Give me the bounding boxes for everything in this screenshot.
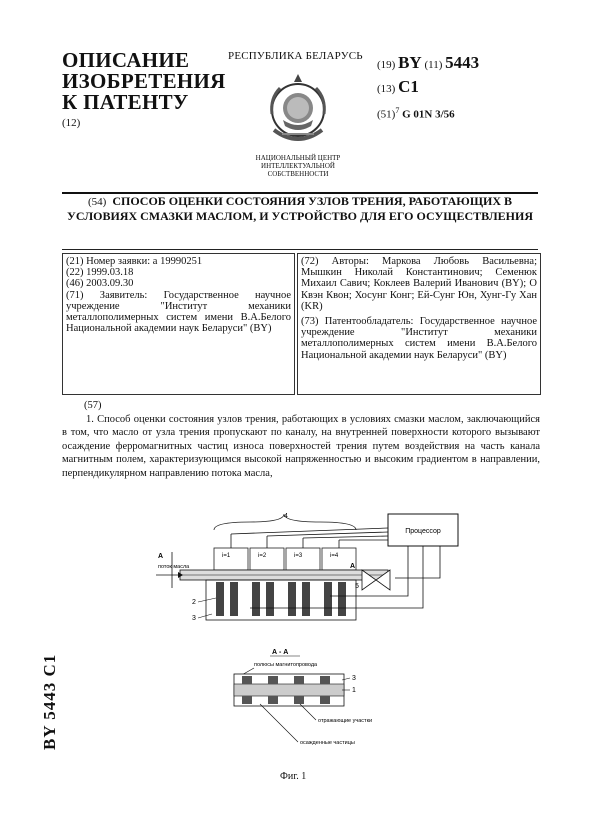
- kind-code: C1: [398, 77, 419, 96]
- title-rule-bottom: [62, 249, 538, 250]
- segment-4-label: i=4: [330, 553, 339, 559]
- label-3: 3: [192, 615, 196, 622]
- republic-name: РЕСПУБЛИКА БЕЛАРУСЬ: [228, 50, 363, 62]
- code-12: (12): [62, 117, 81, 129]
- abstract-text: 1. Способ оценки состояния узлов трения, работающих в условиях смазки маслом, заключающийся в том, что масло от узла трения пропускают по каналу, на внутренней поверхности которого вызывают осаждение ферромагнитных частиц износа поверхностей трения путем воздействия на часть канала магнитным полем, характеризующимся высокой напряженностью и высоким градиентом в направлении, перпендикулярном направлению потока масла,: [62, 414, 540, 479]
- figure-1-diagram: [150, 508, 470, 753]
- document-type-line-1: ОПИСАНИЕ: [62, 48, 190, 72]
- patent-holder: (73) Патентообладатель: Государственное научное учреждение "Институт механики металлополимерных систем имени В.А.Белого Национальной академии наук Беларуси" (BY): [301, 316, 537, 361]
- section-a-left: А: [158, 553, 164, 560]
- applicant: (71) Заявитель: Государственное научное учреждение "Институт механики металлополимерных систем имени В.А.Белого Национальной академии наук Беларуси" (BY): [66, 289, 291, 335]
- application-number: (21) Номер заявки: a 19990251: [66, 256, 203, 267]
- bibliographic-right-box: [297, 253, 541, 395]
- patent-number: 5443: [445, 53, 480, 72]
- processor-label: Процессор: [405, 528, 441, 535]
- ipc-code: G 01N 3/56: [402, 108, 455, 121]
- section-a-right: А: [350, 563, 356, 570]
- segment-3-label: i=3: [294, 553, 303, 559]
- flow-label: поток масла: [158, 564, 190, 570]
- national-center-name: НАЦИОНАЛЬНЫЙ ЦЕНТР ИНТЕЛЛЕКТУАЛЬНОЙ СОБСТВЕННОСТИ: [255, 154, 341, 178]
- authors: (72) Авторы: Маркова Любовь Васильевна; Мышкин Николай Константинович; Семенюк Михаил Савич; Коклеев Валерий Иванович (BY); О Квэн Квон; Хосунг Конг; Ей-Сунг Юн, Хунг-Гу Хан (KR): [301, 256, 537, 312]
- segment-2-label: i=2: [258, 553, 267, 559]
- document-type-line-3: К ПАТЕНТУ: [62, 90, 189, 114]
- publication-info: (19) BY (11) 5443 (13) C1 $(51)^7$ G 01N 3/56: [377, 53, 480, 121]
- label-4: 4: [284, 513, 288, 520]
- section-poles-label: полюсы магнитопровода: [254, 662, 318, 668]
- filing-date: (22) 1999.03.18: [66, 267, 134, 279]
- segment-1-label: i=1: [222, 553, 231, 559]
- document-type-title: [62, 50, 226, 113]
- state-emblem-icon: [262, 68, 334, 152]
- section-label-3: 3: [352, 675, 356, 682]
- figure-caption: Фиг. 1: [280, 771, 307, 782]
- label-5: 5: [355, 583, 359, 590]
- country-code: BY: [398, 53, 422, 72]
- publication-date: (46) 2003.09.30: [66, 278, 134, 290]
- invention-title: (54) СПОСОБ ОЦЕНКИ СОСТОЯНИЯ УЗЛОВ ТРЕНИЯ, РАБОТАЮЩИХ В УСЛОВИЯХ СМАЗКИ МАСЛОМ, И УСТРОЙСТВО ДЛЯ ЕГО ОСУЩЕСТВЛЕНИЯ: [67, 194, 533, 223]
- label-2: 2: [192, 599, 196, 606]
- document-type-line-2: ИЗОБРЕТЕНИЯ: [62, 69, 226, 93]
- section-particles-label: осажденные частицы: [300, 740, 355, 746]
- abstract-code: (57): [84, 400, 102, 411]
- section-pole-parts-label: отражающие участки: [318, 718, 373, 724]
- section-title: А - А: [272, 649, 289, 656]
- side-patent-code: BY 5443 C1: [40, 653, 59, 750]
- section-label-1: 1: [352, 687, 356, 694]
- bibliographic-left-box: [62, 253, 295, 395]
